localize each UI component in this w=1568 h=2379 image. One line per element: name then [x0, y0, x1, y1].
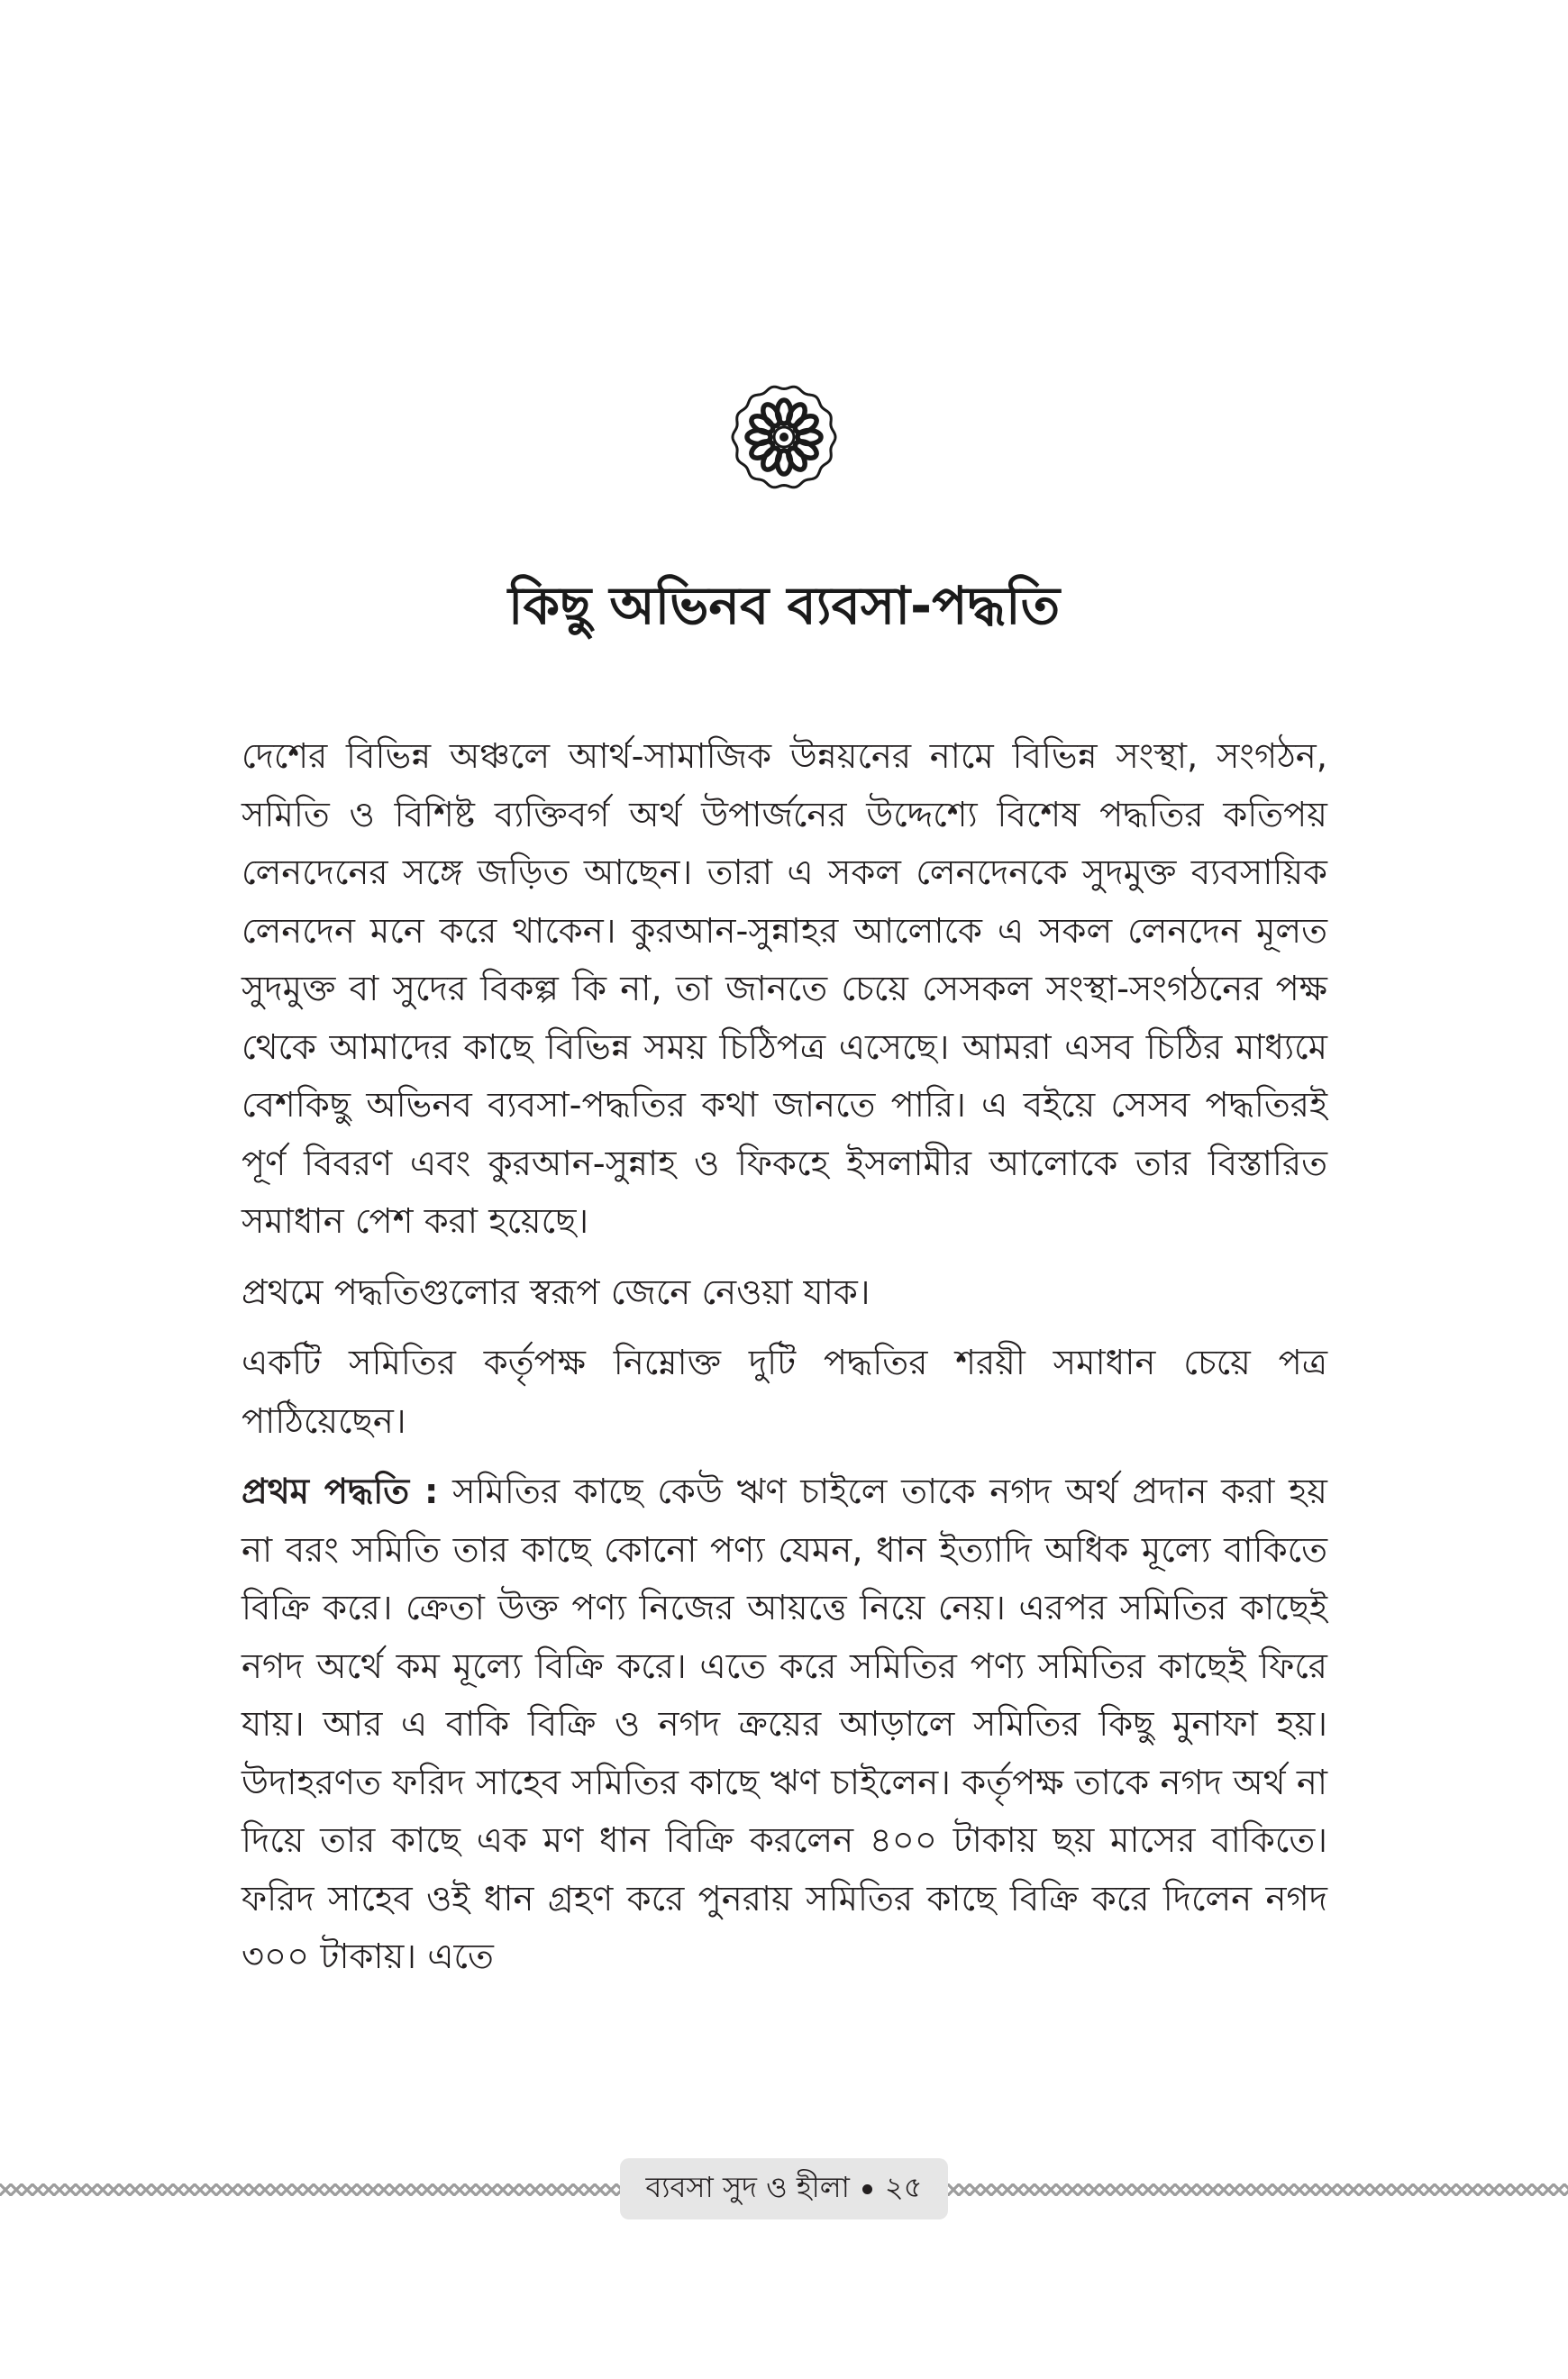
footer-running-head	[620, 2158, 948, 2219]
footer-chain-divider-right	[948, 2183, 1568, 2196]
flower-rosette-icon	[729, 382, 839, 492]
paragraph-text: সমিতির কাছে কেউ ঋণ চাইলে তাকে নগদ অর্থ প্রদান করা হয় না বরং সমিতি তার কাছে কোনো পণ্য যেমন, ধান ইত্যাদি অধিক মূল্যে বাকিতে বিক্রি করে। ক্রেতা উক্ত পণ্য নিজের আয়ত্তে নিয়ে নেয়। এরপর সমিতির কাছেই নগদ অর্থে কম মূল্যে বিক্রি করে। এতে করে সমিতির পণ্য সমিতির কাছেই ফিরে যায়। আর এ বাকি বিক্রি ও নগদ ক্রয়ের আড়ালে সমিতির কিছু মুনাফা হয়। উদাহরণত ফরিদ সাহেব সমিতির কাছে ঋণ চাইলেন। কর্তৃপক্ষ তাকে নগদ অর্থ না দিয়ে তার কাছে এক মণ ধান বিক্রি করলেন ৪০০ টাকায় ছয় মাসের বাকিতে। ফরিদ সাহেব ওই ধান গ্রহণ করে পুনরায় সমিতির কাছে বিক্রি করে দিলেন নগদ ৩০০ টাকায়। এতে	[242, 1472, 1327, 1977]
paragraph-first-method	[242, 1463, 1327, 1987]
paragraph-intro	[242, 728, 1327, 1252]
page-footer	[0, 2158, 1568, 2221]
paragraph-first-step	[242, 1264, 1327, 1323]
paragraph-text: দেশের বিভিন্ন অঞ্চলে আর্থ-সামাজিক উন্নয়নের নামে বিভিন্ন সংস্থা, সংগঠন, সমিতি ও বিশিষ্ট ব্যক্তিবর্গ অর্থ উপার্জনের উদ্দেশ্যে বিশেষ পদ্ধতির কতিপয় লেনদেনের সঙ্গে জড়িত আছেন। তারা এ সকল লেনদেনকে সুদমুক্ত ব্যবসায়িক লেনদেন মনে করে থাকেন। কুরআন-সুন্নাহর আলোকে এ সকল লেনদেন মূলত সুদমুক্ত বা সুদের বিকল্প কি না, তা জানতে চেয়ে সেসকল সংস্থা-সংগঠনের পক্ষ থেকে আমাদের কাছে বিভিন্ন সময় চিঠিপত্র এসেছে। আমরা এসব চিঠির মাধ্যমে বেশকিছু অভিনব ব্যবসা-পদ্ধতির কথা জানতে পারি। এ বইয়ে সেসব পদ্ধতিরই পূর্ণ বিবরণ এবং কুরআন-সুন্নাহ ও ফিকহে ইসলামীর আলোকে তার বিস্তারিত সমাধান পেশ করা হয়েছে।	[242, 736, 1327, 1242]
footer-book-title: ব্যবসা সুদ ও হীলা	[645, 2170, 850, 2204]
paragraph-text: প্রথমে পদ্ধতিগুলোর স্বরূপ জেনে নেওয়া যাক।	[242, 1272, 871, 1313]
paragraph-committee-letter	[242, 1335, 1327, 1451]
footer-chain-divider-left	[0, 2183, 620, 2196]
bullet-dot-icon	[862, 2184, 872, 2194]
chapter-title: কিছু অভিনব ব্যবসা-পদ্ধতি	[507, 575, 1061, 636]
body-text	[242, 728, 1327, 2000]
paragraph-lead-heading: প্রথম পদ্ধতি :	[242, 1472, 439, 1512]
page-number: ২৫	[884, 2170, 923, 2204]
paragraph-text: একটি সমিতির কর্তৃপক্ষ নিম্নোক্ত দুটি পদ্ধতির শরয়ী সমাধান চেয়ে পত্র পাঠিয়েছেন।	[242, 1343, 1327, 1442]
